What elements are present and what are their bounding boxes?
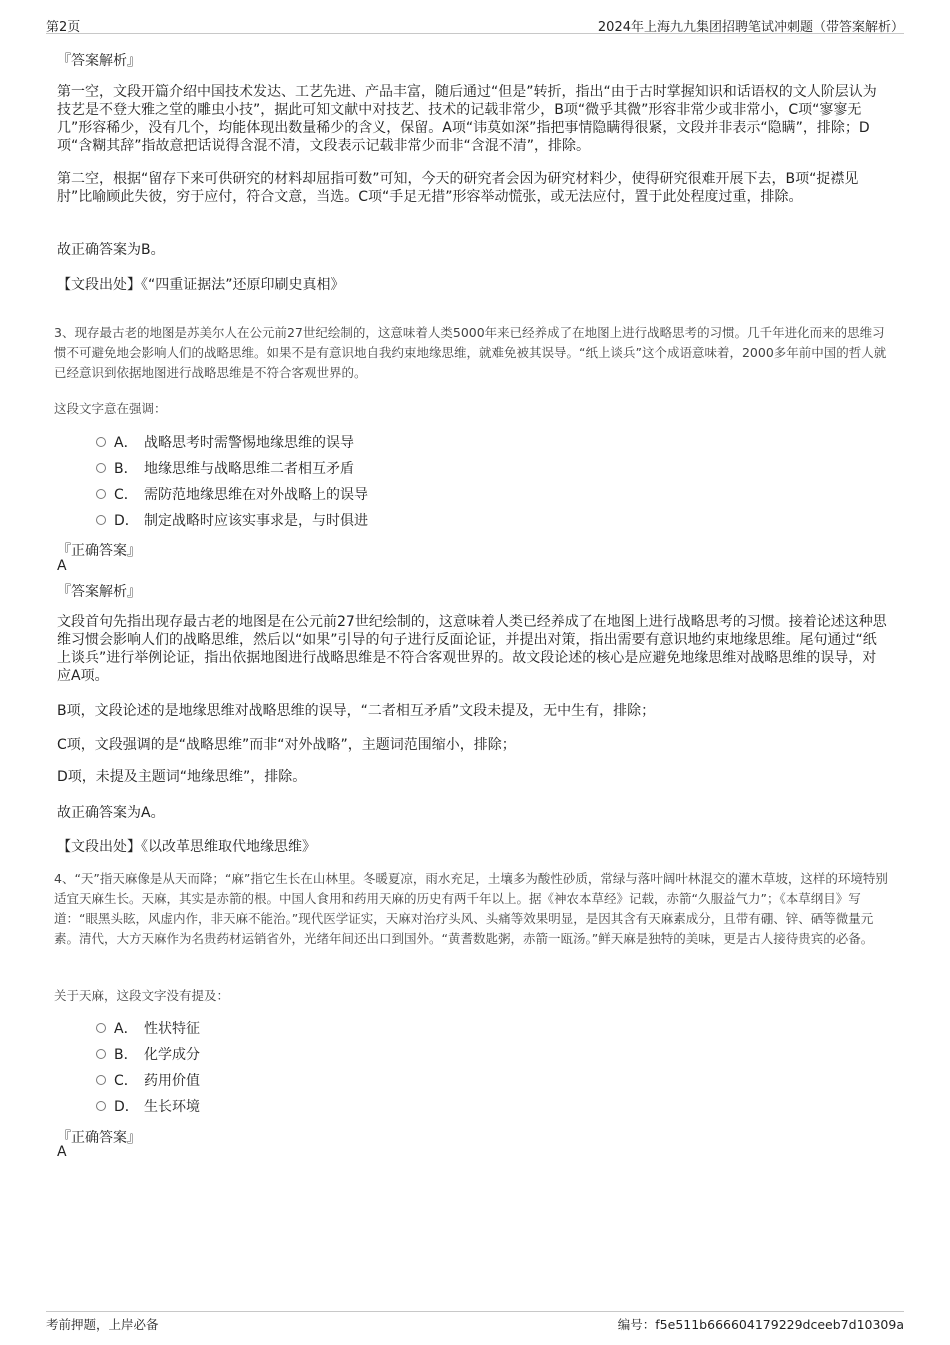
footer-slogan: 考前押题，上岸必备 (46, 1317, 159, 1332)
analysis-paragraph: 文段首句先指出现存最古老的地图是在公元前27世纪绘制的，这意味着人类已经养成了在地图上进行战略思考的习惯。接着论述这种思维习惯会影响人们的战略思维，然后以“如果”引导的句子进行反面论证，并提出对策，指出需要有意识地约束地缘思维。尾句通过“纸上谈兵”进行举例论证，指出依据地图进行战略思维是不符合客观世界的。故文段论述的核心是应避免地缘思维对战略思维的误导，对应A项。 (57, 614, 887, 684)
analysis-paragraph: D项，未提及主题词“地缘思维”，排除。 (57, 769, 307, 785)
document-id: 编号：f5e511b666604179229dceeb7d10309a (617, 1317, 904, 1332)
option-b[interactable]: B． 地缘思维与战略思维二者相互矛盾 (96, 459, 354, 479)
analysis-paragraph: C项，文段强调的是“战略思维”而非“对外战略”，主题词范围缩小，排除； (57, 737, 516, 753)
analysis-paragraph: 第二空，根据“留存下来可供研究的材料却屈指可数”可知，今天的研究者会因为研究材料少，使得研究很难开展下去，B项“捉襟见肘”比喻顾此失彼，穷于应付，符合文意，当选。C项“手足无措”形容举动慌张，或无法应付，置于此处程度过重，排除。 (57, 171, 859, 205)
option-d[interactable]: D． 制定战略时应该实事求是，与时俱进 (96, 511, 368, 531)
radio-icon[interactable] (96, 1101, 106, 1111)
header-divider (46, 33, 904, 34)
conclusion: 故正确答案为B。 (57, 242, 165, 258)
source-citation: 【文段出处】《以改革思维取代地缘思维》 (57, 839, 316, 855)
source-citation: 【文段出处】《“四重证据法”还原印刷史真相》 (57, 277, 345, 293)
option-c[interactable]: C． 需防范地缘思维在对外战略上的误导 (96, 485, 368, 505)
radio-icon[interactable] (96, 1075, 106, 1085)
option-d[interactable]: D． 生长环境 (96, 1097, 200, 1117)
question-stem: 3、现存最古老的地图是苏美尔人在公元前27世纪绘制的，这意味着人类5000年来已经养成了在地图上进行战略思考的习惯。几千年进化而来的思维习惯不可避免地会影响人们的战略思维。如果不是有意识地自我约束地缘思维，就难免被其误导。“纸上谈兵”这个成语意味着，2000多年前中国的哲人就已经意识到依据地图进行战略思维是不符合客观世界的。 (54, 325, 887, 380)
question-prompt: 这段文字意在强调： (54, 401, 167, 416)
option-b[interactable]: B． 化学成分 (96, 1045, 200, 1065)
analysis-paragraph: 第一空，文段开篇介绍中国技术发达、工艺先进、产品丰富，随后通过“但是”转折，指出“由于古时掌握知识和话语权的文人阶层认为技艺是不登大雅之堂的雕虫小技”，据此可知文献中对技艺、技术的记载非常少，B项“微乎其微”形容非常少或非常小，C项“寥寥无几”形容稀少，没有几个，均能体现出数量稀少的含义，保留。A项“讳莫如深”指把事情隐瞒得很紧，文段并非表示“隐瞒”，排除；D项“含糊其辞”指故意把话说得含混不清，文段表示记载非常少而非“含混不清”，排除。 (57, 84, 877, 154)
radio-icon[interactable] (96, 463, 106, 473)
option-a[interactable]: A． 性状特征 (96, 1019, 200, 1039)
page-number: 第2页 (46, 20, 81, 35)
analysis-heading: 『答案解析』 (57, 53, 141, 69)
footer-divider (46, 1311, 904, 1312)
question-stem: 4、“天”指天麻像是从天而降；“麻”指它生长在山林里。冬暖夏凉，雨水充足，土壤多为酸性砂质，常绿与落叶阔叶林混交的灌木草坡，这样的环境特别适宜天麻生长。天麻，其实是赤箭的根。中国人食用和药用天麻的历史有两千年以上。据《神农本草经》记载，赤箭“久服益气力”；《本草纲目》写道：“眼黑头眩，风虚内作，非天麻不能治。”现代医学证实，天麻对治疗头风、头痛等效果明显，是因其含有天麻素成分，且带有硼、锌、硒等微量元素。清代，大方天麻作为名贵药材运销省外，光绪年间还出口到国外。“黄耆数匙粥，赤箭一瓯汤。”鲜天麻是独特的美味，更是古人接待贵宾的必备。 (54, 871, 888, 946)
correct-answer: A (57, 558, 67, 574)
option-c[interactable]: C． 药用价值 (96, 1071, 200, 1091)
correct-answer-heading: 『正确答案』 (57, 543, 141, 559)
correct-answer: A (57, 1144, 67, 1160)
document-title: 2024年上海九九集团招聘笔试冲刺题（带答案解析） (597, 20, 904, 35)
conclusion: 故正确答案为A。 (57, 805, 165, 821)
correct-answer-heading: 『正确答案』 (57, 1130, 141, 1146)
option-a[interactable]: A． 战略思考时需警惕地缘思维的误导 (96, 433, 354, 453)
radio-icon[interactable] (96, 489, 106, 499)
radio-icon[interactable] (96, 1023, 106, 1033)
page-header (46, 14, 904, 34)
question-prompt: 关于天麻，这段文字没有提及： (54, 988, 230, 1003)
analysis-heading: 『答案解析』 (57, 584, 141, 600)
radio-icon[interactable] (96, 1049, 106, 1059)
radio-icon[interactable] (96, 515, 106, 525)
radio-icon[interactable] (96, 437, 106, 447)
analysis-paragraph: B项，文段论述的是地缘思维对战略思维的误导，“二者相互矛盾”文段未提及，无中生有，排除； (57, 703, 656, 719)
